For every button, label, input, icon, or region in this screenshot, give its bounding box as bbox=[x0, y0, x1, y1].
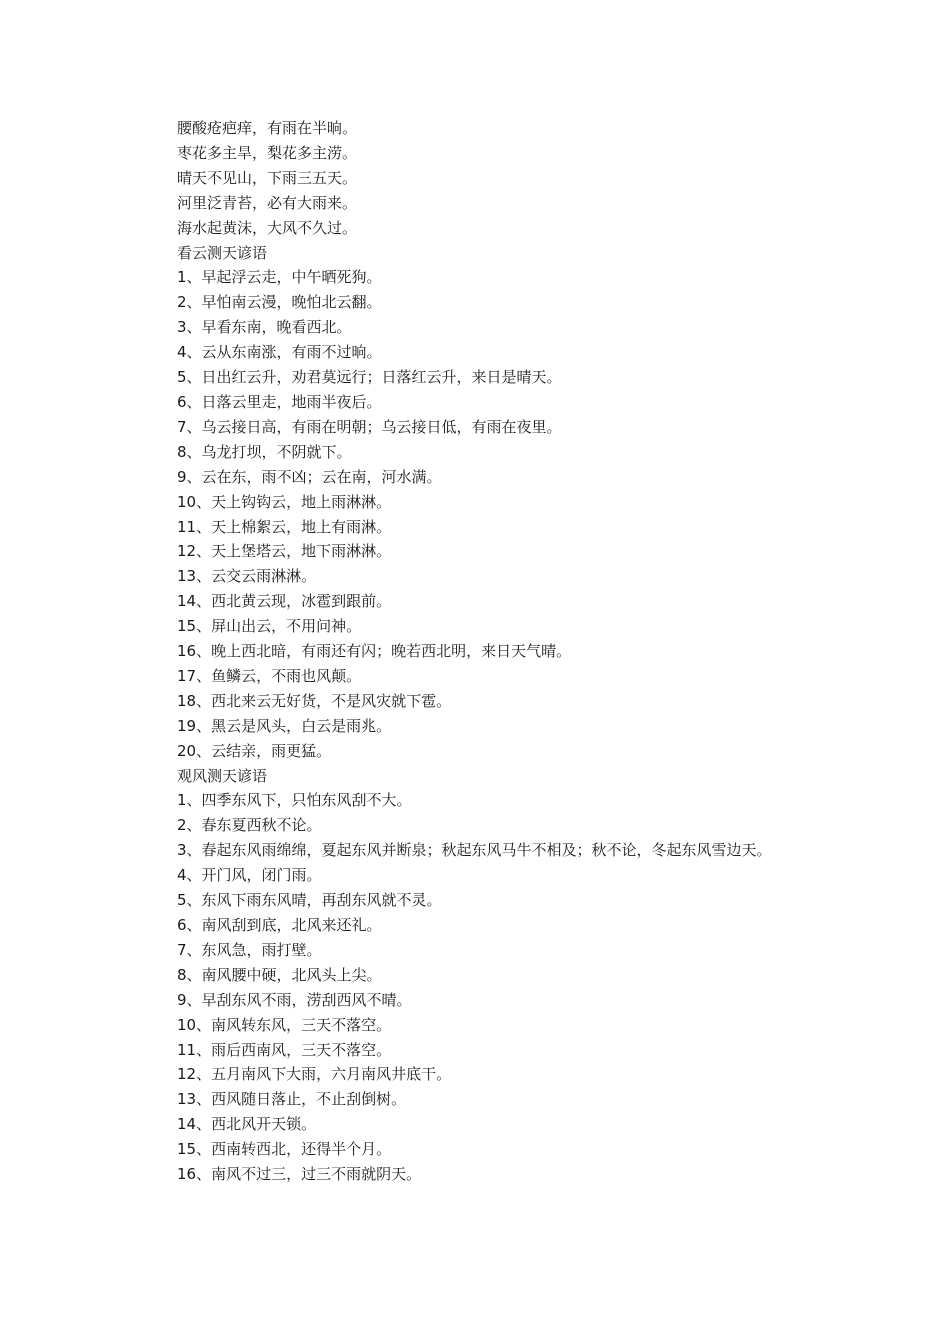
text-line: 8、乌龙打坝，不阴就下。 bbox=[177, 442, 352, 461]
text-line: 20、云结亲，雨更猛。 bbox=[177, 741, 332, 760]
text-line: 10、南风转东风，三天不落空。 bbox=[177, 1015, 392, 1034]
text-line: 15、屏山出云，不用问神。 bbox=[177, 617, 362, 636]
text-line: 1、四季东风下，只怕东风刮不大。 bbox=[177, 791, 412, 810]
text-line: 6、日落云里走，地雨半夜后。 bbox=[177, 392, 382, 411]
text-line: 16、晚上西北暗，有雨还有闪；晚若西北明，来日天气晴。 bbox=[177, 642, 572, 661]
text-line: 14、西北风开天锁。 bbox=[177, 1115, 317, 1134]
text-line: 2、春东夏西秋不论。 bbox=[177, 816, 322, 835]
text-line: 5、东风下雨东风晴，再刮东风就不灵。 bbox=[177, 891, 442, 910]
text-line: 5、日出红云升，劝君莫远行；日落红云升，来日是晴天。 bbox=[177, 368, 562, 387]
text-line: 3、早看东南，晚看西北。 bbox=[177, 318, 352, 337]
text-line: 看云测天谚语 bbox=[177, 243, 268, 262]
text-line: 19、黑云是风头，白云是雨兆。 bbox=[177, 716, 392, 735]
text-line: 河里泛青苔，必有大雨来。 bbox=[177, 193, 358, 212]
text-line: 晴天不见山，下雨三五天。 bbox=[177, 168, 358, 187]
text-line: 腰酸疮疤痒，有雨在半晌。 bbox=[177, 119, 358, 137]
text-line: 9、云在东，雨不凶；云在南，河水满。 bbox=[177, 467, 442, 486]
text-line: 18、西北来云无好货，不是风灾就下雹。 bbox=[177, 691, 452, 710]
text-line: 观风测天谚语 bbox=[177, 766, 268, 785]
text-line: 11、雨后西南风，三天不落空。 bbox=[177, 1040, 392, 1059]
text-line: 14、西北黄云现，冰雹到跟前。 bbox=[177, 592, 392, 611]
text-line: 8、南风腰中硬，北风头上尖。 bbox=[177, 965, 382, 984]
text-line: 7、东风急，雨打壁。 bbox=[177, 940, 322, 959]
text-line: 1、早起浮云走，中午晒死狗。 bbox=[177, 268, 382, 287]
text-line: 13、云交云雨淋淋。 bbox=[177, 567, 317, 586]
text-line: 4、云从东南涨，有雨不过晌。 bbox=[177, 343, 382, 362]
text-line: 17、鱼鳞云，不雨也风颠。 bbox=[177, 666, 362, 685]
text-line: 3、春起东风雨绵绵，夏起东风并断泉；秋起东风马牛不相及；秋不论，冬起东风雪边天。 bbox=[177, 841, 772, 860]
text-line: 10、天上钩钩云，地上雨淋淋。 bbox=[177, 492, 392, 511]
text-line: 12、五月南风下大雨，六月南风井底干。 bbox=[177, 1065, 452, 1084]
text-line: 4、开门风，闭门雨。 bbox=[177, 866, 322, 885]
text-line: 16、南风不过三，过三不雨就阴天。 bbox=[177, 1165, 422, 1184]
text-line: 枣花多主旱，梨花多主涝。 bbox=[177, 143, 358, 162]
text-line: 9、早刮东风不雨，涝刮西风不晴。 bbox=[177, 990, 412, 1009]
document-body bbox=[143, 116, 813, 1187]
text-line: 13、西风随日落止，不止刮倒树。 bbox=[177, 1090, 407, 1109]
text-line: 2、早怕南云漫，晚怕北云翻。 bbox=[177, 293, 382, 312]
text-line: 15、西南转西北，还得半个月。 bbox=[177, 1140, 392, 1159]
text-line: 11、天上棉絮云，地上有雨淋。 bbox=[177, 517, 392, 536]
text-line: 海水起黄沫，大风不久过。 bbox=[177, 218, 358, 237]
text-line: 6、南风刮到底，北风来还礼。 bbox=[177, 916, 382, 934]
text-line: 12、天上堡塔云，地下雨淋淋。 bbox=[177, 542, 392, 561]
text-line: 7、乌云接日高，有雨在明朝；乌云接日低，有雨在夜里。 bbox=[177, 417, 562, 436]
